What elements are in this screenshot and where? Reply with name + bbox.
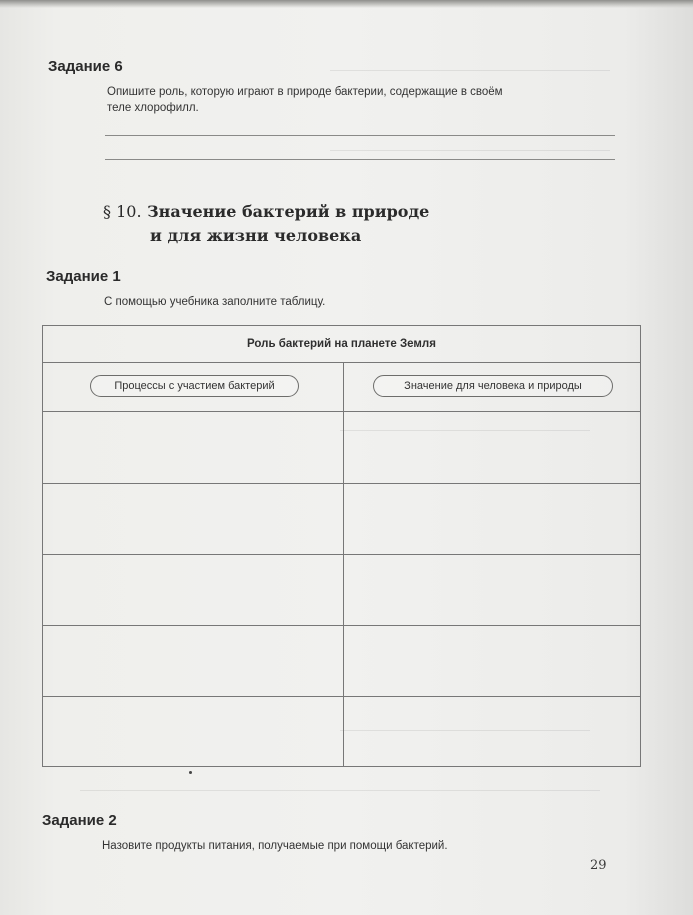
- table-row-divider: [43, 696, 640, 697]
- table-row-divider: [43, 554, 640, 555]
- task2-title: Задание 2: [42, 812, 117, 829]
- table-row-divider: [43, 411, 640, 412]
- show-through-line: [80, 790, 600, 791]
- bacteria-role-table: [42, 325, 641, 767]
- column-header-processes: Процессы с участием бактерий: [90, 375, 299, 397]
- page-top-shadow: [0, 0, 693, 8]
- show-through-line: [330, 150, 610, 151]
- answer-line[interactable]: [105, 159, 615, 160]
- section-title-line2: и для жизни человека: [150, 226, 362, 245]
- task6-text-line1: Опишите роль, которую играют в природе бактерии, содержащие в своём: [107, 86, 503, 98]
- task2-text: Назовите продукты питания, получаемые при помощи бактерий.: [102, 840, 448, 852]
- answer-line[interactable]: [105, 135, 615, 136]
- table-row-divider: [43, 483, 640, 484]
- section-number: § 10.: [103, 202, 142, 221]
- task6-text-line2: теле хлорофилл.: [107, 102, 199, 114]
- table-header: [43, 326, 640, 363]
- page-number: 29: [590, 858, 607, 873]
- table-column-divider: [343, 362, 344, 766]
- task6-title: Задание 6: [48, 58, 123, 75]
- section-title-line1: Значение бактерий в природе: [147, 202, 430, 221]
- show-through-line: [330, 70, 610, 71]
- table-row-divider: [43, 625, 640, 626]
- task1-text: С помощью учебника заполните таблицу.: [104, 296, 326, 308]
- table-header-text: Роль бактерий на планете Земля: [247, 338, 436, 350]
- print-speck: [189, 771, 192, 774]
- column-header-significance: Значение для человека и природы: [373, 375, 613, 397]
- task1-title: Задание 1: [46, 268, 121, 285]
- section-heading: [103, 200, 429, 248]
